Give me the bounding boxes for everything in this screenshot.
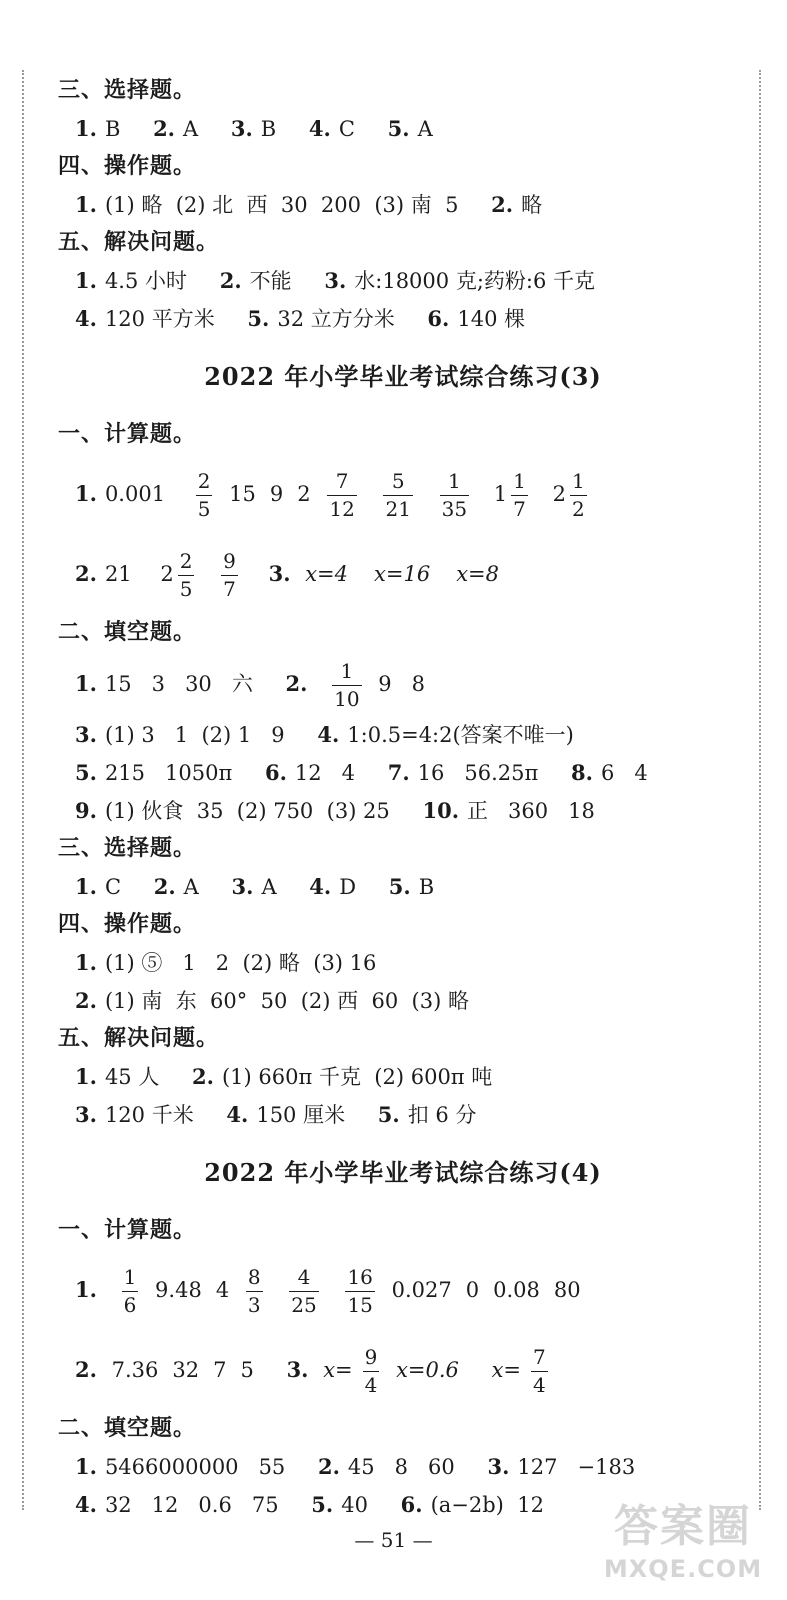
fraction: $\frac{9}{4}$ xyxy=(364,1345,378,1397)
answer-line: 1. 0.001 $\frac{2}{5}$ 15 9 2 $\frac{7}{12}$ $\frac{5}{21}$ $\frac{1}{35}$ 1 $\frac{1}{7}$ 2 $\frac{1}{2}$ xyxy=(75,469,585,521)
page-number: — 51 — xyxy=(354,1528,433,1552)
section-heading-choice: 三、选择题。 xyxy=(58,78,197,103)
answer-line: 2. (1) 南 东 60° 50 (2) 西 60 (3) 略 xyxy=(75,988,469,1013)
section-heading-problem: 五、解决问题。 xyxy=(58,230,220,255)
section-heading-operation: 四、操作题。 xyxy=(58,912,197,937)
answer-line: 1. (1) ⑤ 1 2 (2) 略 (3) 16 xyxy=(75,950,377,975)
answer-line: 1. 45 人 2. (1) 660π 千克 (2) 600π 吨 xyxy=(75,1064,493,1089)
section-heading-fill: 二、填空题。 xyxy=(58,620,197,645)
fraction: $\frac{9}{7}$ xyxy=(223,549,236,601)
fraction: $\frac{1}{10}$ xyxy=(334,659,360,711)
fraction: $\frac{1}{7}$ xyxy=(513,469,526,521)
watermark-url: MXQE.COM xyxy=(603,1555,763,1583)
answer-line: 5. 215 1050π 6. 12 4 7. 16 56.25π 8. 6 4 xyxy=(75,760,648,785)
exercise-4-title: 2022 年小学毕业考试综合练习(4) xyxy=(204,1158,602,1187)
answer-line: 2. 7.36 32 7 5 3. x= $\frac{9}{4}$ x=0.6 x= $\frac{7}{4}$ xyxy=(75,1345,546,1397)
answer-line: 4. 32 12 0.6 75 5. 40 6. (a−2b) 12 xyxy=(75,1492,544,1517)
left-margin-dotted-line xyxy=(22,70,24,1510)
fraction: $\frac{16}{15}$ xyxy=(347,1265,373,1317)
section-heading-calculation: 一、计算题。 xyxy=(58,1218,197,1243)
answer-line: 9. (1) 伙食 35 (2) 750 (3) 25 10. 正 360 18 xyxy=(75,798,595,823)
answer-line: 1. (1) 略 (2) 北 西 30 200 (3) 南 5 2. 略 xyxy=(75,192,543,217)
section-heading-problem: 五、解决问题。 xyxy=(58,1026,220,1051)
answer-line: 1. 4.5 小时 2. 不能 3. 水:18000 克;药粉:6 千克 xyxy=(75,268,596,293)
fraction: $\frac{7}{4}$ xyxy=(533,1345,546,1397)
answer-line: 1. 5466000000 55 2. 45 8 60 3. 127 −183 xyxy=(75,1454,636,1479)
answer-line: 3. 120 千米 4. 150 厘米 5. 扣 6 分 xyxy=(75,1102,477,1127)
fraction: $\frac{4}{25}$ xyxy=(291,1265,317,1317)
fraction: $\frac{1}{6}$ xyxy=(123,1265,137,1317)
answer-line: 3. (1) 3 1 (2) 1 9 4. 1:0.5=4:2(答案不唯一) xyxy=(75,722,574,747)
answer-line: 4. 120 平方米 5. 32 立方分米 6. 140 棵 xyxy=(75,306,526,331)
fraction: $\frac{7}{12}$ xyxy=(329,469,355,521)
fraction: $\frac{2}{5}$ xyxy=(179,549,193,601)
exercise-3-title: 2022 年小学毕业考试综合练习(3) xyxy=(204,362,602,391)
section-heading-calculation: 一、计算题。 xyxy=(58,422,197,447)
answer-line: 1. C 2. A 3. A 4. D 5. B xyxy=(75,874,435,899)
fraction: $\frac{1}{2}$ xyxy=(571,469,585,521)
answer-line: 1. $\frac{1}{6}$ 9.48 4 $\frac{8}{3}$ $\frac{4}{25}$ $\frac{16}{15}$ 0.027 0 0.08 80 xyxy=(75,1265,581,1317)
fraction: $\frac{5}{21}$ xyxy=(385,469,411,521)
section-heading-choice: 三、选择题。 xyxy=(58,836,197,861)
section-heading-fill: 二、填空题。 xyxy=(58,1416,197,1441)
answer-page xyxy=(58,72,748,1524)
fraction: $\frac{2}{5}$ xyxy=(197,469,211,521)
section-heading-operation: 四、操作题。 xyxy=(58,154,197,179)
answer-line: 2. 21 2 $\frac{2}{5}$ $\frac{9}{7}$ 3. x=4 x=16 x=8 xyxy=(75,549,499,601)
watermark-text: 答案圈 xyxy=(614,1501,752,1552)
answer-line: 1. B 2. A 3. B 4. C 5. A xyxy=(75,116,433,141)
fraction: $\frac{1}{35}$ xyxy=(441,469,468,521)
answer-line: 1. 15 3 30 六 2. $\frac{1}{10}$ 9 8 xyxy=(75,659,426,711)
right-margin-dotted-line xyxy=(759,70,761,1510)
watermark-logo xyxy=(588,1500,778,1600)
fraction: $\frac{8}{3}$ xyxy=(247,1265,261,1317)
